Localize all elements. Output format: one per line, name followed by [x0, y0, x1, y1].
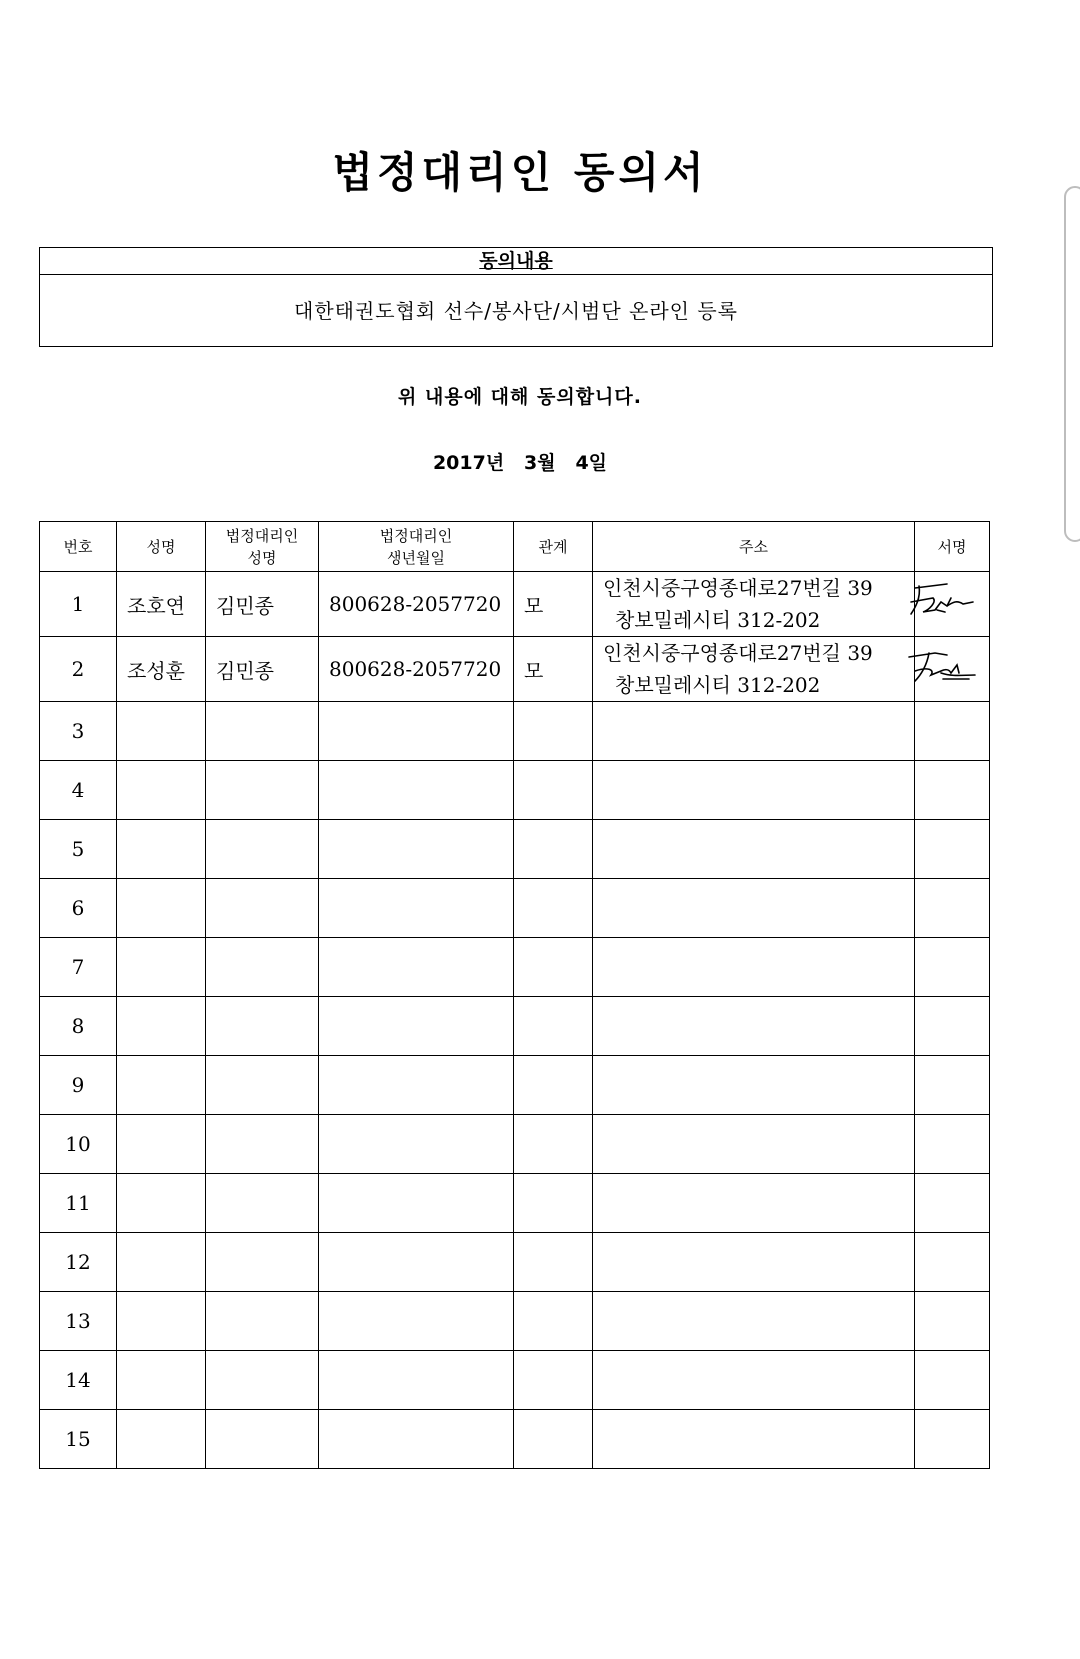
- header-guardian-birth: 법정대리인 생년월일: [319, 522, 514, 572]
- address-line1: 인천시중구영종대로27번길 39: [603, 576, 873, 600]
- address-line2: 창보밀레시티 312-202: [615, 673, 821, 697]
- table-row: [40, 1233, 990, 1292]
- row-signature: [915, 637, 990, 702]
- consent-box: [39, 247, 993, 347]
- table-row: [40, 997, 990, 1056]
- header-relation: 관계: [514, 522, 593, 572]
- address-line2: 창보밀레시티 312-202: [615, 608, 821, 632]
- signature-icon: [907, 580, 1007, 630]
- consent-body: 대한태권도협회 선수/봉사단/시범단 온라인 등록: [294, 299, 738, 323]
- row-number: 7: [40, 938, 117, 997]
- row-number: 12: [40, 1233, 117, 1292]
- row-number: 15: [40, 1410, 117, 1469]
- row-number: 4: [40, 761, 117, 820]
- header-signature: 서명: [915, 522, 990, 572]
- registration-table: [39, 521, 990, 1469]
- row-guardian: 김민종: [206, 637, 319, 702]
- consent-header: [40, 248, 992, 275]
- address-line1: 인천시중구영종대로27번길 39: [603, 641, 873, 665]
- row-number: 5: [40, 820, 117, 879]
- header-no: 번호: [40, 522, 117, 572]
- consent-date: 2017년 3월 4일: [432, 452, 608, 474]
- row-signature: [915, 572, 990, 637]
- signature-icon: [907, 645, 1007, 695]
- row-number: 9: [40, 1056, 117, 1115]
- row-number: 6: [40, 879, 117, 938]
- row-relation: 모: [514, 637, 593, 702]
- table-row: [40, 1410, 990, 1469]
- table-row: [40, 820, 990, 879]
- document-title: 법정대리인 동의서: [332, 148, 708, 197]
- consent-header-label: 동의내용: [479, 250, 553, 272]
- row-guardian: 김민종: [206, 572, 319, 637]
- header-guardian-name: 법정대리인 성명: [206, 522, 319, 572]
- row-relation: 모: [514, 572, 593, 637]
- row-number: 1: [40, 572, 117, 637]
- table-row: [40, 702, 990, 761]
- table-row: [40, 1292, 990, 1351]
- header-address: 주소: [593, 522, 915, 572]
- row-number: 14: [40, 1351, 117, 1410]
- row-birth: 800628-2057720: [319, 572, 514, 637]
- row-name: 조성훈: [117, 637, 206, 702]
- table-row: [40, 637, 990, 702]
- table-row: [40, 1351, 990, 1410]
- scrollbar[interactable]: [1064, 186, 1080, 542]
- table-row: [40, 938, 990, 997]
- row-number: 13: [40, 1292, 117, 1351]
- table-row: [40, 1115, 990, 1174]
- table-row: [40, 1174, 990, 1233]
- row-number: 11: [40, 1174, 117, 1233]
- table-row: [40, 1056, 990, 1115]
- header-name: 성명: [117, 522, 206, 572]
- row-number: 3: [40, 702, 117, 761]
- row-number: 10: [40, 1115, 117, 1174]
- table-header-row: [40, 522, 990, 572]
- row-number: 2: [40, 637, 117, 702]
- table-row: [40, 572, 990, 637]
- row-name: 조호연: [117, 572, 206, 637]
- row-number: 8: [40, 997, 117, 1056]
- table-row: [40, 761, 990, 820]
- agree-statement: 위 내용에 대해 동의합니다.: [398, 386, 642, 408]
- row-birth: 800628-2057720: [319, 637, 514, 702]
- row-address: [593, 637, 915, 702]
- table-row: [40, 879, 990, 938]
- row-address: [593, 572, 915, 637]
